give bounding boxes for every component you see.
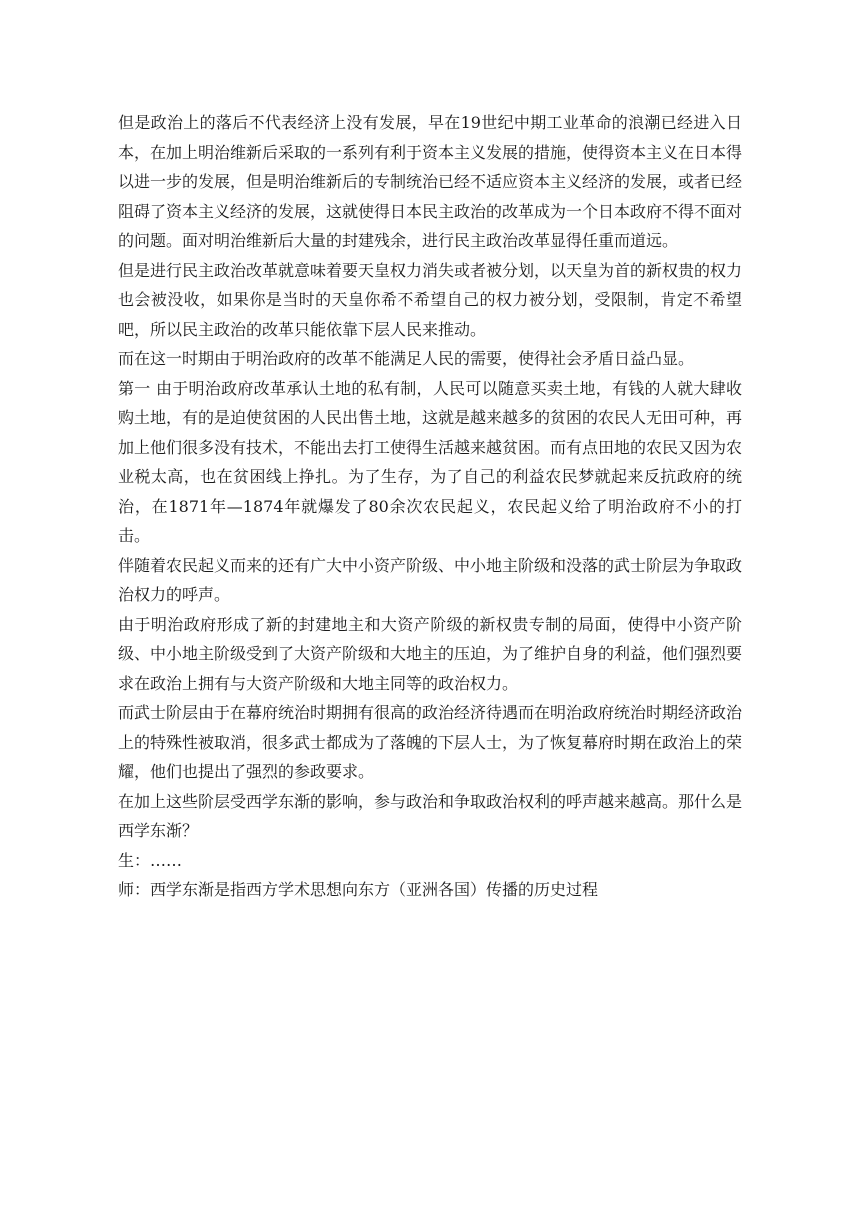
paragraph: 但是政治上的落后不代表经济上没有发展，早在19世纪中期工业革命的浪潮已经进入日本，在加上明治维新后采取的一系列有利于资本主义发展的措施，使得资本主义在日本得以进一步的发展，但是明治维新后的专制统治已经不适应资本主义经济的发展，或者已经阻碍了资本主义经济的发展，这就使得日本民主政治的改革成为一个日本政府不得不面对的问题。面对明治维新后大量的封建残余，进行民主政治改革显得任重而道远。	[118, 113, 743, 250]
paragraph: 在加上这些阶层受西学东渐的影响，参与政治和争取政治权利的呼声越来越高。那什么是西学东渐？	[118, 791, 743, 840]
paragraph: 第一 由于明治政府改革承认土地的私有制，人民可以随意买卖土地，有钱的人就大肆收购土地，有的是迫使贫困的人民出售土地，这就是越来越多的贫困的农民人无田可种，再加上他们很多没有技术，不能出去打工使得生活越来越贫困。而有点田地的农民又因为农业税太高，也在贫困线上挣扎。为了生存，为了自己的利益农民梦就起来反抗政府的统治，在1871年—1874年就爆发了80余次农民起义，农民起义给了明治政府不小的打击。	[118, 378, 743, 545]
paragraph: 由于明治政府形成了新的封建地主和大资产阶级的新权贵专制的局面，使得中小资产阶级、中小地主阶级受到了大资产阶级和大地主的压迫，为了维护自身的利益，他们强烈要求在政治上拥有与大资产阶级和大地主同等的政治权力。	[118, 614, 743, 693]
paragraph: 但是进行民主政治改革就意味着要天皇权力消失或者被分划，以天皇为首的新权贵的权力也会被没收，如果你是当时的天皇你希不希望自己的权力被分划，受限制，肯定不希望吧，所以民主政治的改革只能依靠下层人民来推动。	[118, 260, 743, 339]
paragraph: 而武士阶层由于在幕府统治时期拥有很高的政治经济待遇而在明治政府统治时期经济政治上的特殊性被取消，很多武士都成为了落魄的下层人士，为了恢复幕府时期在政治上的荣耀，他们也提出了强烈的参政要求。	[118, 703, 743, 781]
document-body	[118, 108, 742, 905]
paragraph: 师：西学东渐是指西方学术思想向东方（亚洲各国）传播的历史过程	[118, 880, 599, 899]
paragraph: 伴随着农民起义而来的还有广大中小资产阶级、中小地主阶级和没落的武士阶层为争取政治权力的呼声。	[118, 555, 743, 604]
paragraph: 而在这一时期由于明治政府的改革不能满足人民的需要，使得社会矛盾日益凸显。	[118, 349, 695, 368]
paragraph: 生：……	[118, 850, 183, 870]
